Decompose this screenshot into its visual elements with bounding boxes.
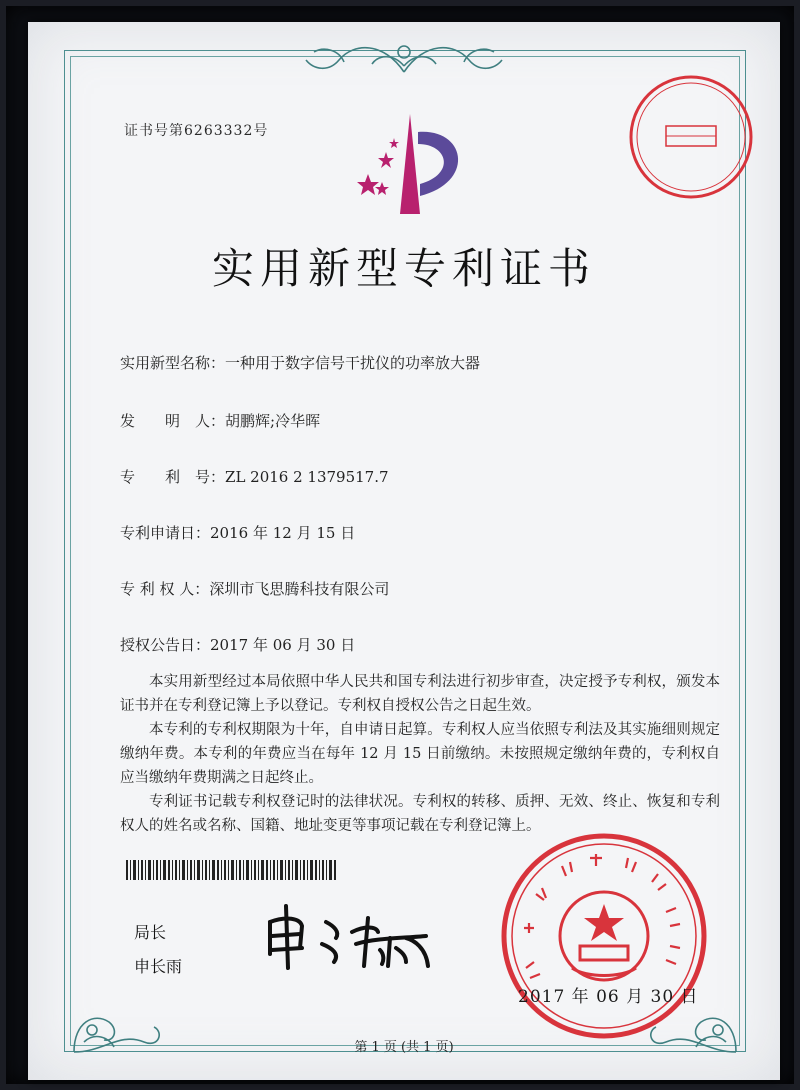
body-paragraph: 专利证书记载专利权登记时的法律状况。专利权的转移、质押、无效、终止、恢复和专利权人的姓名或名称、国籍、地址变更等事项记载在专利登记簿上。 — [120, 794, 720, 834]
top-ornament-icon — [284, 32, 524, 82]
field-label: 专利申请日： — [120, 524, 211, 542]
field-label: 授权公告日： — [120, 636, 211, 654]
field-label: 发 明 人： — [120, 412, 226, 430]
certificate-number: 证书号第6263332号 — [124, 123, 269, 139]
certificate-paper — [28, 22, 780, 1080]
patent-office-logo-icon — [348, 104, 478, 219]
field-inventor — [120, 410, 320, 431]
field-value: 胡鹏辉;冷华晖 — [225, 412, 321, 430]
field-label: 实用新型名称： — [120, 354, 226, 372]
field-value: 深圳市飞思腾科技有限公司 — [209, 580, 390, 598]
seal-date: 2017 年 06 月 30 日 — [518, 987, 699, 1007]
signer-name: 申长雨 — [134, 957, 183, 976]
body-paragraph: 本专利的专利权期限为十年，自申请日起算。专利权人应当依照专利法及其实施细则规定缴纳年费。本专利的年费应当在每年 12 月 15 日前缴纳。未按照规定缴纳年费的，专利权自应当缴纳年费期满之日起终止。 — [120, 722, 720, 786]
field-value: 一种用于数字信号干扰仪的功率放大器 — [225, 354, 481, 372]
field-utility-model-name — [120, 352, 480, 373]
field-patent-number — [120, 466, 389, 487]
field-patentee — [120, 578, 389, 599]
field-value: 2017 年 06 月 30 日 — [210, 636, 356, 654]
signature-icon — [256, 892, 446, 972]
field-application-date — [120, 522, 355, 543]
barcode-icon — [126, 860, 336, 880]
field-grant-date — [120, 634, 355, 655]
field-value: 2016 年 12 月 15 日 — [210, 524, 356, 542]
body-paragraph: 本实用新型经过本局依照中华人民共和国专利法进行初步审查，决定授予专利权，颁发本证书并在专利登记簿上予以登记。专利权自授权公告之日起生效。 — [120, 674, 720, 714]
certificate-title: 实用新型专利证书 — [211, 244, 596, 293]
national-ip-office-seal-icon — [496, 828, 712, 1044]
field-label: 专 利 号： — [120, 468, 226, 486]
field-label: 专 利 权 人： — [120, 580, 210, 598]
field-value: ZL 2016 2 1379517.7 — [225, 468, 389, 486]
page-footer: 第 1 页 (共 1 页) — [354, 1040, 454, 1055]
agency-seal-icon — [622, 68, 760, 206]
signer-title: 局长 — [134, 923, 167, 942]
certificate-body — [120, 670, 720, 838]
photo-frame — [6, 6, 794, 1084]
